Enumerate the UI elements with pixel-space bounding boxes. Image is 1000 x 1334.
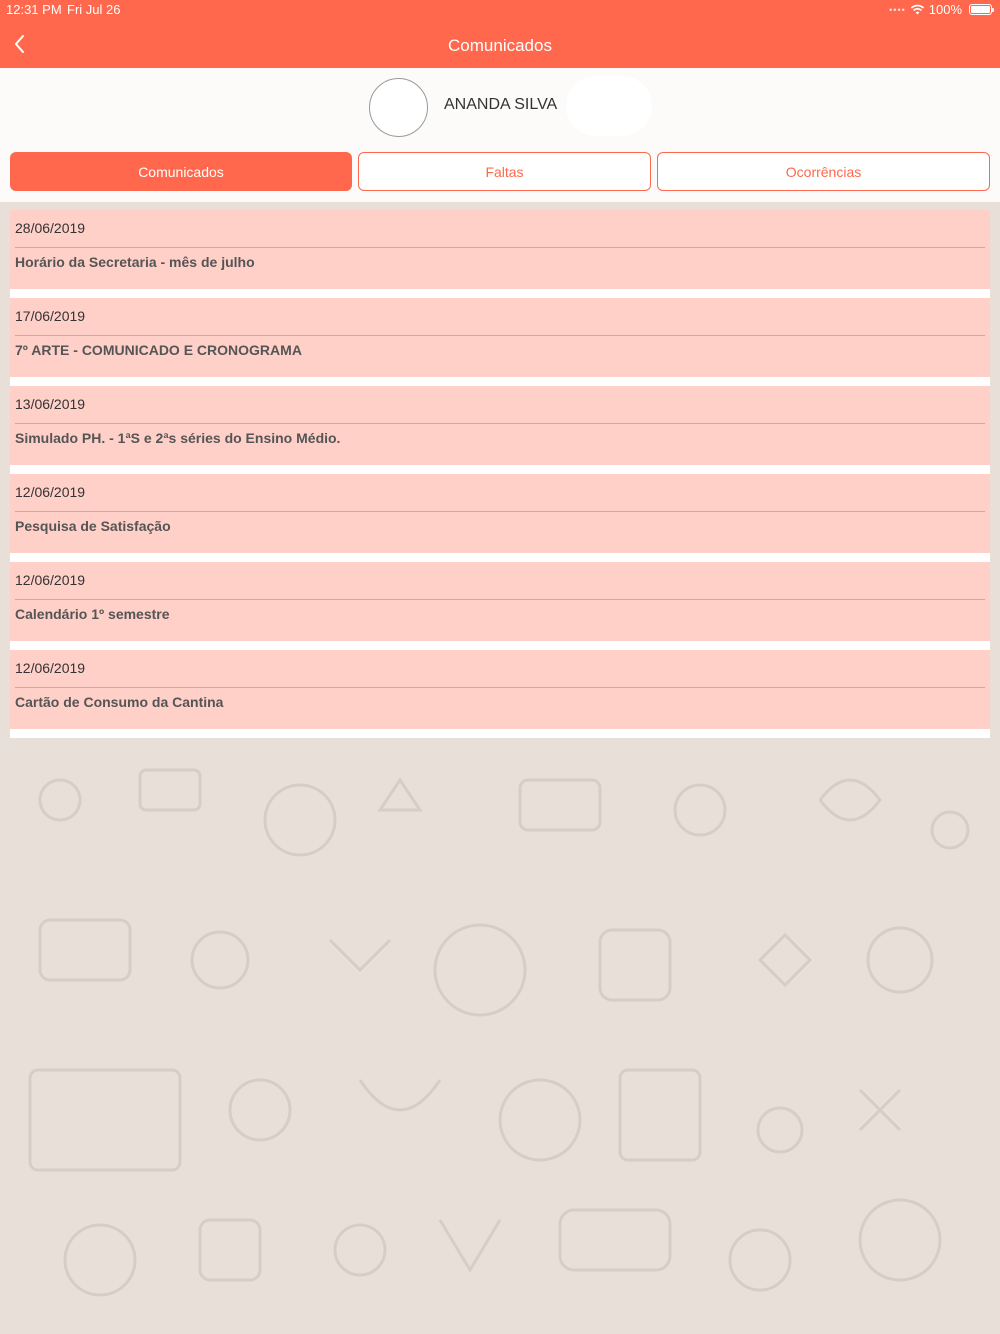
student-profile xyxy=(0,68,1000,202)
page-title: Comunicados xyxy=(448,36,552,55)
student-name: ANANDA SILVA xyxy=(444,96,558,113)
message-date: 12/06/2019 xyxy=(15,484,86,500)
list-item[interactable] xyxy=(10,650,990,738)
message-title: Pesquisa de Satisfação xyxy=(15,518,171,534)
divider xyxy=(15,247,985,248)
list-item[interactable] xyxy=(10,298,990,386)
signal-icon: •••• xyxy=(889,4,906,15)
profile-blank-area xyxy=(566,76,652,136)
app-header xyxy=(0,0,1000,68)
message-date: 12/06/2019 xyxy=(15,572,86,588)
message-title: 7º ARTE - COMUNICADO E CRONOGRAMA xyxy=(15,342,302,358)
tab-ocorrencias[interactable]: Ocorrências xyxy=(657,152,990,191)
status-time: 12:31 PM xyxy=(6,2,62,17)
status-bar xyxy=(0,0,1000,20)
doodle-background xyxy=(0,740,1000,1334)
list-item[interactable] xyxy=(10,474,990,562)
divider xyxy=(15,335,985,336)
message-title: Simulado PH. - 1ªS e 2ªs séries do Ensino Médio. xyxy=(15,430,341,446)
battery-icon xyxy=(969,4,992,15)
list-item[interactable] xyxy=(10,210,990,298)
battery-percent: 100% xyxy=(928,2,962,17)
tab-bar xyxy=(10,152,990,191)
divider xyxy=(15,423,985,424)
message-title: Calendário 1º semestre xyxy=(15,606,170,622)
divider xyxy=(15,687,985,688)
avatar xyxy=(369,78,428,137)
wifi-icon xyxy=(910,4,925,15)
message-title: Horário da Secretaria - mês de julho xyxy=(15,254,255,270)
message-title: Cartão de Consumo da Cantina xyxy=(15,694,224,710)
message-date: 12/06/2019 xyxy=(15,660,86,676)
list-item[interactable] xyxy=(10,562,990,650)
status-indicators xyxy=(889,2,992,17)
tab-comunicados[interactable]: Comunicados xyxy=(10,152,352,191)
divider xyxy=(15,511,985,512)
tab-faltas[interactable]: Faltas xyxy=(358,152,651,191)
divider xyxy=(15,599,985,600)
message-date: 13/06/2019 xyxy=(15,396,86,412)
list-item[interactable] xyxy=(10,386,990,474)
message-list xyxy=(10,210,990,738)
status-date: Fri Jul 26 xyxy=(67,2,121,17)
message-date: 17/06/2019 xyxy=(15,308,86,324)
message-date: 28/06/2019 xyxy=(15,220,86,236)
